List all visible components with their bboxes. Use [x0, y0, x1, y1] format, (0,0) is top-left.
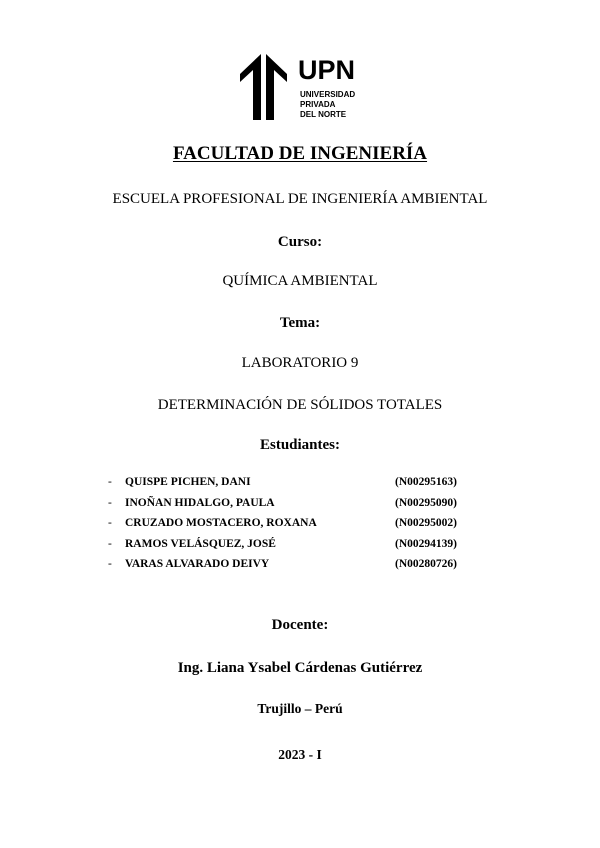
student-row	[0, 474, 600, 495]
topic-label: Tema:	[279, 315, 321, 331]
students-label: Estudiantes:	[259, 437, 341, 453]
students-list	[0, 474, 600, 577]
teacher-name: Ing. Liana Ysabel Cárdenas Gutiérrez	[177, 660, 423, 676]
list-bullet: -	[108, 517, 112, 529]
list-bullet: -	[108, 496, 112, 509]
student-row	[0, 515, 600, 536]
topic-title: DETERMINACIÓN DE SÓLIDOS TOTALES	[157, 397, 443, 413]
student-code: (N00295002)	[395, 517, 457, 529]
school-name: ESCUELA PROFESIONAL DE INGENIERÍA AMBIENTAL	[112, 191, 488, 207]
faculty-title: FACULTAD DE INGENIERÍA	[172, 143, 428, 164]
course-label: Curso:	[277, 234, 323, 250]
lab-number: LABORATORIO 9	[241, 355, 359, 371]
student-code: (N00295163)	[395, 476, 457, 488]
year-line: 2023 - I	[278, 747, 322, 762]
logo-subtitle-line: DEL NORTE	[300, 110, 347, 119]
student-name: INOÑAN HIDALGO, PAULA	[125, 496, 275, 509]
city-line: Trujillo – Perú	[257, 701, 343, 716]
logo-subtitle-line: UNIVERSIDAD	[300, 90, 356, 99]
list-bullet: -	[108, 476, 112, 488]
student-row	[0, 556, 600, 577]
student-row	[0, 536, 600, 557]
student-code: (N00280726)	[395, 558, 457, 570]
list-bullet: -	[108, 558, 112, 570]
logo-subtitle-line: PRIVADA	[300, 100, 336, 109]
student-row	[0, 495, 600, 516]
upn-logo-graphic	[240, 54, 360, 122]
logo-mark-right	[266, 54, 287, 120]
logo-mark-left	[240, 54, 261, 120]
upn-logo	[240, 54, 360, 122]
student-name: VARAS ALVARADO DEIVY	[125, 558, 270, 570]
student-code: (N00294139)	[395, 537, 457, 550]
student-code: (N00295090)	[395, 496, 457, 509]
list-bullet: -	[108, 537, 112, 550]
student-name: RAMOS VELÁSQUEZ, JOSÉ	[125, 537, 276, 550]
student-name: QUISPE PICHEN, DANI	[125, 476, 251, 488]
logo-brand-text: UPN	[298, 55, 356, 85]
student-name: CRUZADO MOSTACERO, ROXANA	[125, 517, 317, 529]
course-name: QUÍMICA AMBIENTAL	[222, 273, 378, 289]
teacher-label: Docente:	[271, 617, 329, 633]
